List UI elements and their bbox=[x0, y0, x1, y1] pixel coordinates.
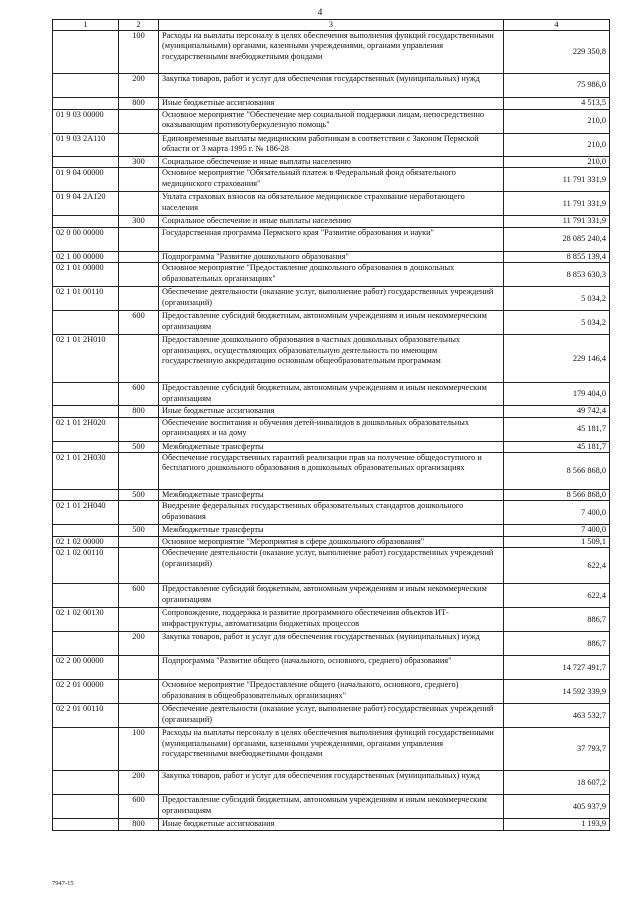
table-row bbox=[53, 680, 610, 704]
row-amount: 179 404,0 bbox=[504, 383, 610, 406]
row-description: Социальное обеспечение и иные выплаты населению bbox=[159, 216, 504, 227]
row-description: Предоставление субсидий бюджетным, автономным учреждениям и иным некоммерческим организациям bbox=[159, 795, 504, 819]
row-code: 01 9 03 00000 bbox=[53, 110, 119, 134]
row-expense-type bbox=[119, 501, 159, 525]
row-description: Уплата страховых взносов на обязательное медицинское страхование неработающего населения bbox=[159, 192, 504, 216]
row-description: Социальное обеспечение и иные выплаты населению bbox=[159, 157, 504, 168]
row-amount: 8 566 868,0 bbox=[504, 490, 610, 501]
row-expense-type bbox=[119, 453, 159, 490]
row-expense-type bbox=[119, 134, 159, 157]
table-row bbox=[53, 157, 610, 168]
row-code bbox=[53, 728, 119, 771]
table-row bbox=[53, 704, 610, 728]
row-expense-type: 600 bbox=[119, 584, 159, 608]
row-amount: 210,0 bbox=[504, 134, 610, 157]
row-description: Предоставление субсидий бюджетным, автономным учреждениям и иным некоммерческим организациям bbox=[159, 584, 504, 608]
row-code: 02 1 01 2Н010 bbox=[53, 335, 119, 383]
table-row bbox=[53, 335, 610, 383]
row-expense-type bbox=[119, 548, 159, 584]
row-description: Обеспечение деятельности (оказание услуг, выполнение работ) государственных учреждений (организаций) bbox=[159, 548, 504, 584]
row-code bbox=[53, 632, 119, 656]
row-expense-type bbox=[119, 263, 159, 287]
row-code: 01 9 04 00000 bbox=[53, 168, 119, 192]
row-amount: 5 034,2 bbox=[504, 311, 610, 335]
row-description: Подпрограмма "Развитие общего (начального, основного, среднего) образования" bbox=[159, 656, 504, 680]
row-code: 01 9 04 2А120 bbox=[53, 192, 119, 216]
header-cell-code: 1 bbox=[53, 20, 119, 31]
row-amount: 622,4 bbox=[504, 584, 610, 608]
table-row bbox=[53, 501, 610, 525]
row-code: 02 1 01 00110 bbox=[53, 287, 119, 311]
row-expense-type bbox=[119, 251, 159, 262]
row-description: Единовременные выплаты медицинским работникам в соответствии с Законом Пермской области от 3 марта 1995 г. № 186-28 bbox=[159, 134, 504, 157]
row-amount: 14 727 491,7 bbox=[504, 656, 610, 680]
row-description: Сопровождение, поддержка и развитие программного обеспечения объектов ИТ-инфраструктуры, автоматизации бюджетных процессов bbox=[159, 608, 504, 632]
row-amount: 37 793,7 bbox=[504, 728, 610, 771]
table-row bbox=[53, 31, 610, 74]
table-row bbox=[53, 110, 610, 134]
header-cell-name: 3 bbox=[159, 20, 504, 31]
row-code bbox=[53, 74, 119, 98]
row-code bbox=[53, 525, 119, 536]
row-description: Основное мероприятие "Предоставление общего (начального, основного, среднего) образования в общеобразовательных организациях" bbox=[159, 680, 504, 704]
row-description: Межбюджетные трансферты bbox=[159, 525, 504, 536]
table-row bbox=[53, 227, 610, 251]
row-amount: 28 085 240,4 bbox=[504, 227, 610, 251]
row-description: Межбюджетные трансферты bbox=[159, 441, 504, 452]
row-description: Иные бюджетные ассигнования bbox=[159, 819, 504, 830]
row-expense-type: 300 bbox=[119, 157, 159, 168]
row-expense-type: 600 bbox=[119, 383, 159, 406]
row-description: Основное мероприятие "Мероприятия в сфере дошкольного образования" bbox=[159, 536, 504, 547]
row-code bbox=[53, 441, 119, 452]
row-expense-type bbox=[119, 335, 159, 383]
row-amount: 4 513,5 bbox=[504, 98, 610, 110]
row-expense-type: 100 bbox=[119, 31, 159, 74]
row-amount: 14 592 339,9 bbox=[504, 680, 610, 704]
row-amount: 7 400,0 bbox=[504, 525, 610, 536]
table-row bbox=[53, 795, 610, 819]
row-expense-type bbox=[119, 417, 159, 441]
row-description: Основное мероприятие "Обязательный платеж в Федеральный фонд обязательного медицинского страхования" bbox=[159, 168, 504, 192]
header-row bbox=[53, 20, 610, 31]
row-code: 02 1 01 2Н040 bbox=[53, 501, 119, 525]
row-expense-type: 800 bbox=[119, 98, 159, 110]
row-code bbox=[53, 216, 119, 227]
table-row bbox=[53, 490, 610, 501]
row-amount: 8 855 139,4 bbox=[504, 251, 610, 262]
row-code bbox=[53, 311, 119, 335]
row-code: 01 9 03 2А110 bbox=[53, 134, 119, 157]
row-amount: 11 791 331,9 bbox=[504, 168, 610, 192]
row-expense-type: 200 bbox=[119, 632, 159, 656]
table-row bbox=[53, 584, 610, 608]
row-expense-type: 500 bbox=[119, 490, 159, 501]
table-row bbox=[53, 311, 610, 335]
row-code: 02 2 00 00000 bbox=[53, 656, 119, 680]
row-description: Обеспечение воспитания и обучения детей-инвалидов в дошкольных образовательных организациях и на дому bbox=[159, 417, 504, 441]
table-row bbox=[53, 453, 610, 490]
row-amount: 18 607,2 bbox=[504, 771, 610, 795]
table-row bbox=[53, 536, 610, 547]
row-amount: 622,4 bbox=[504, 548, 610, 584]
table-row bbox=[53, 819, 610, 830]
row-expense-type bbox=[119, 227, 159, 251]
row-description: Иные бюджетные ассигнования bbox=[159, 406, 504, 417]
row-code: 02 2 01 00110 bbox=[53, 704, 119, 728]
row-description: Обеспечение деятельности (оказание услуг, выполнение работ) государственных учреждений (организаций) bbox=[159, 287, 504, 311]
row-expense-type bbox=[119, 536, 159, 547]
row-code bbox=[53, 31, 119, 74]
row-expense-type bbox=[119, 704, 159, 728]
row-expense-type: 500 bbox=[119, 525, 159, 536]
row-expense-type: 800 bbox=[119, 406, 159, 417]
row-description: Обеспечение деятельности (оказание услуг, выполнение работ) государственных учреждений (организаций) bbox=[159, 704, 504, 728]
table-row bbox=[53, 771, 610, 795]
row-amount: 8 566 868,0 bbox=[504, 453, 610, 490]
table-row bbox=[53, 216, 610, 227]
table-row bbox=[53, 192, 610, 216]
table-body bbox=[53, 31, 610, 831]
row-description: Предоставление субсидий бюджетным, автономным учреждениям и иным некоммерческим организациям bbox=[159, 383, 504, 406]
row-code: 02 1 00 00000 bbox=[53, 251, 119, 262]
row-description: Подпрограмма "Развитие дошкольного образования" bbox=[159, 251, 504, 262]
header-cell-kind: 2 bbox=[119, 20, 159, 31]
row-amount: 49 742,4 bbox=[504, 406, 610, 417]
row-amount: 5 034,2 bbox=[504, 287, 610, 311]
table-row bbox=[53, 441, 610, 452]
row-amount: 229 146,4 bbox=[504, 335, 610, 383]
row-expense-type bbox=[119, 656, 159, 680]
row-expense-type: 200 bbox=[119, 74, 159, 98]
row-code: 02 1 01 00000 bbox=[53, 263, 119, 287]
row-amount: 463 532,7 bbox=[504, 704, 610, 728]
table-row bbox=[53, 168, 610, 192]
row-description: Предоставление субсидий бюджетным, автономным учреждениям и иным некоммерческим организациям bbox=[159, 311, 504, 335]
row-code bbox=[53, 406, 119, 417]
header-cell-sum: 4 bbox=[504, 20, 610, 31]
table-row bbox=[53, 406, 610, 417]
table-row bbox=[53, 608, 610, 632]
row-description: Основное мероприятие "Предоставление дошкольного образования в дошкольных образовательных организациях" bbox=[159, 263, 504, 287]
row-code bbox=[53, 157, 119, 168]
row-expense-type: 600 bbox=[119, 311, 159, 335]
row-description: Предоставление дошкольного образования в частных дошкольных образовательных организациях, осуществляющих образовательную деятельность по имеющим государственную аккредитацию основным общеобразовательным программам bbox=[159, 335, 504, 383]
row-expense-type: 100 bbox=[119, 728, 159, 771]
row-description: Основное мероприятие "Обеспечение мер социальной поддержки лицам, непосредственно оказывающим противотуберкулезную помощь" bbox=[159, 110, 504, 134]
row-description: Обеспечение государственных гарантий реализации прав на получение общедоступного и бесплатного дошкольного образования в дошкольных образовательных организациях bbox=[159, 453, 504, 490]
row-amount: 45 181,7 bbox=[504, 417, 610, 441]
row-description: Расходы на выплаты персоналу в целях обеспечения выполнения функций государственными (муниципальными) органами, казенными учреждениями, органами управления государственными внебюджетными фондами bbox=[159, 728, 504, 771]
row-code bbox=[53, 771, 119, 795]
row-amount: 405 937,9 bbox=[504, 795, 610, 819]
row-code bbox=[53, 819, 119, 830]
row-amount: 11 791 331,9 bbox=[504, 216, 610, 227]
row-description: Внедрение федеральных государственных образовательных стандартов дошкольного образования bbox=[159, 501, 504, 525]
row-amount: 886,7 bbox=[504, 608, 610, 632]
table-row bbox=[53, 263, 610, 287]
row-amount: 7 400,0 bbox=[504, 501, 610, 525]
table-row bbox=[53, 548, 610, 584]
row-expense-type: 200 bbox=[119, 771, 159, 795]
table-row bbox=[53, 632, 610, 656]
row-code: 02 2 01 00000 bbox=[53, 680, 119, 704]
row-amount: 1 509,1 bbox=[504, 536, 610, 547]
footer-code: 7947-15 bbox=[52, 880, 74, 887]
table-row bbox=[53, 74, 610, 98]
row-code: 02 0 00 00000 bbox=[53, 227, 119, 251]
budget-table bbox=[52, 19, 610, 831]
row-code bbox=[53, 98, 119, 110]
row-description: Межбюджетные трансферты bbox=[159, 490, 504, 501]
table-row bbox=[53, 134, 610, 157]
row-expense-type: 300 bbox=[119, 216, 159, 227]
table-row bbox=[53, 525, 610, 536]
row-description: Государственная программа Пермского края "Развитие образования и науки" bbox=[159, 227, 504, 251]
page-number: 4 bbox=[317, 8, 323, 18]
table-row bbox=[53, 251, 610, 262]
row-code: 02 1 01 2Н020 bbox=[53, 417, 119, 441]
row-description: Закупка товаров, работ и услуг для обеспечения государственных (муниципальных) нужд bbox=[159, 632, 504, 656]
row-amount: 229 350,8 bbox=[504, 31, 610, 74]
table-row bbox=[53, 417, 610, 441]
row-description: Расходы на выплаты персоналу в целях обеспечения выполнения функций государственными (муниципальными) органами, казенными учреждениями, органами управления государственными внебюджетными фондами bbox=[159, 31, 504, 74]
row-amount: 886,7 bbox=[504, 632, 610, 656]
table-row bbox=[53, 98, 610, 110]
row-amount: 8 853 630,3 bbox=[504, 263, 610, 287]
row-amount: 210,0 bbox=[504, 110, 610, 134]
row-description: Иные бюджетные ассигнования bbox=[159, 98, 504, 110]
row-expense-type bbox=[119, 287, 159, 311]
row-description: Закупка товаров, работ и услуг для обеспечения государственных (муниципальных) нужд bbox=[159, 74, 504, 98]
row-code bbox=[53, 795, 119, 819]
table-row bbox=[53, 383, 610, 406]
table-row bbox=[53, 656, 610, 680]
row-amount: 75 986,0 bbox=[504, 74, 610, 98]
table-row bbox=[53, 287, 610, 311]
row-description: Закупка товаров, работ и услуг для обеспечения государственных (муниципальных) нужд bbox=[159, 771, 504, 795]
row-code bbox=[53, 490, 119, 501]
row-expense-type bbox=[119, 608, 159, 632]
row-amount: 45 181,7 bbox=[504, 441, 610, 452]
row-expense-type: 800 bbox=[119, 819, 159, 830]
row-code bbox=[53, 383, 119, 406]
row-amount: 210,0 bbox=[504, 157, 610, 168]
row-code bbox=[53, 584, 119, 608]
row-expense-type: 500 bbox=[119, 441, 159, 452]
row-amount: 1 193,9 bbox=[504, 819, 610, 830]
row-amount: 11 791 331,9 bbox=[504, 192, 610, 216]
row-code: 02 1 01 2Н030 bbox=[53, 453, 119, 490]
row-code: 02 1 02 00110 bbox=[53, 548, 119, 584]
row-expense-type: 600 bbox=[119, 795, 159, 819]
row-code: 02 1 02 00000 bbox=[53, 536, 119, 547]
table-row bbox=[53, 728, 610, 771]
row-expense-type bbox=[119, 192, 159, 216]
row-expense-type bbox=[119, 680, 159, 704]
row-expense-type bbox=[119, 168, 159, 192]
row-code: 02 1 02 00130 bbox=[53, 608, 119, 632]
row-expense-type bbox=[119, 110, 159, 134]
